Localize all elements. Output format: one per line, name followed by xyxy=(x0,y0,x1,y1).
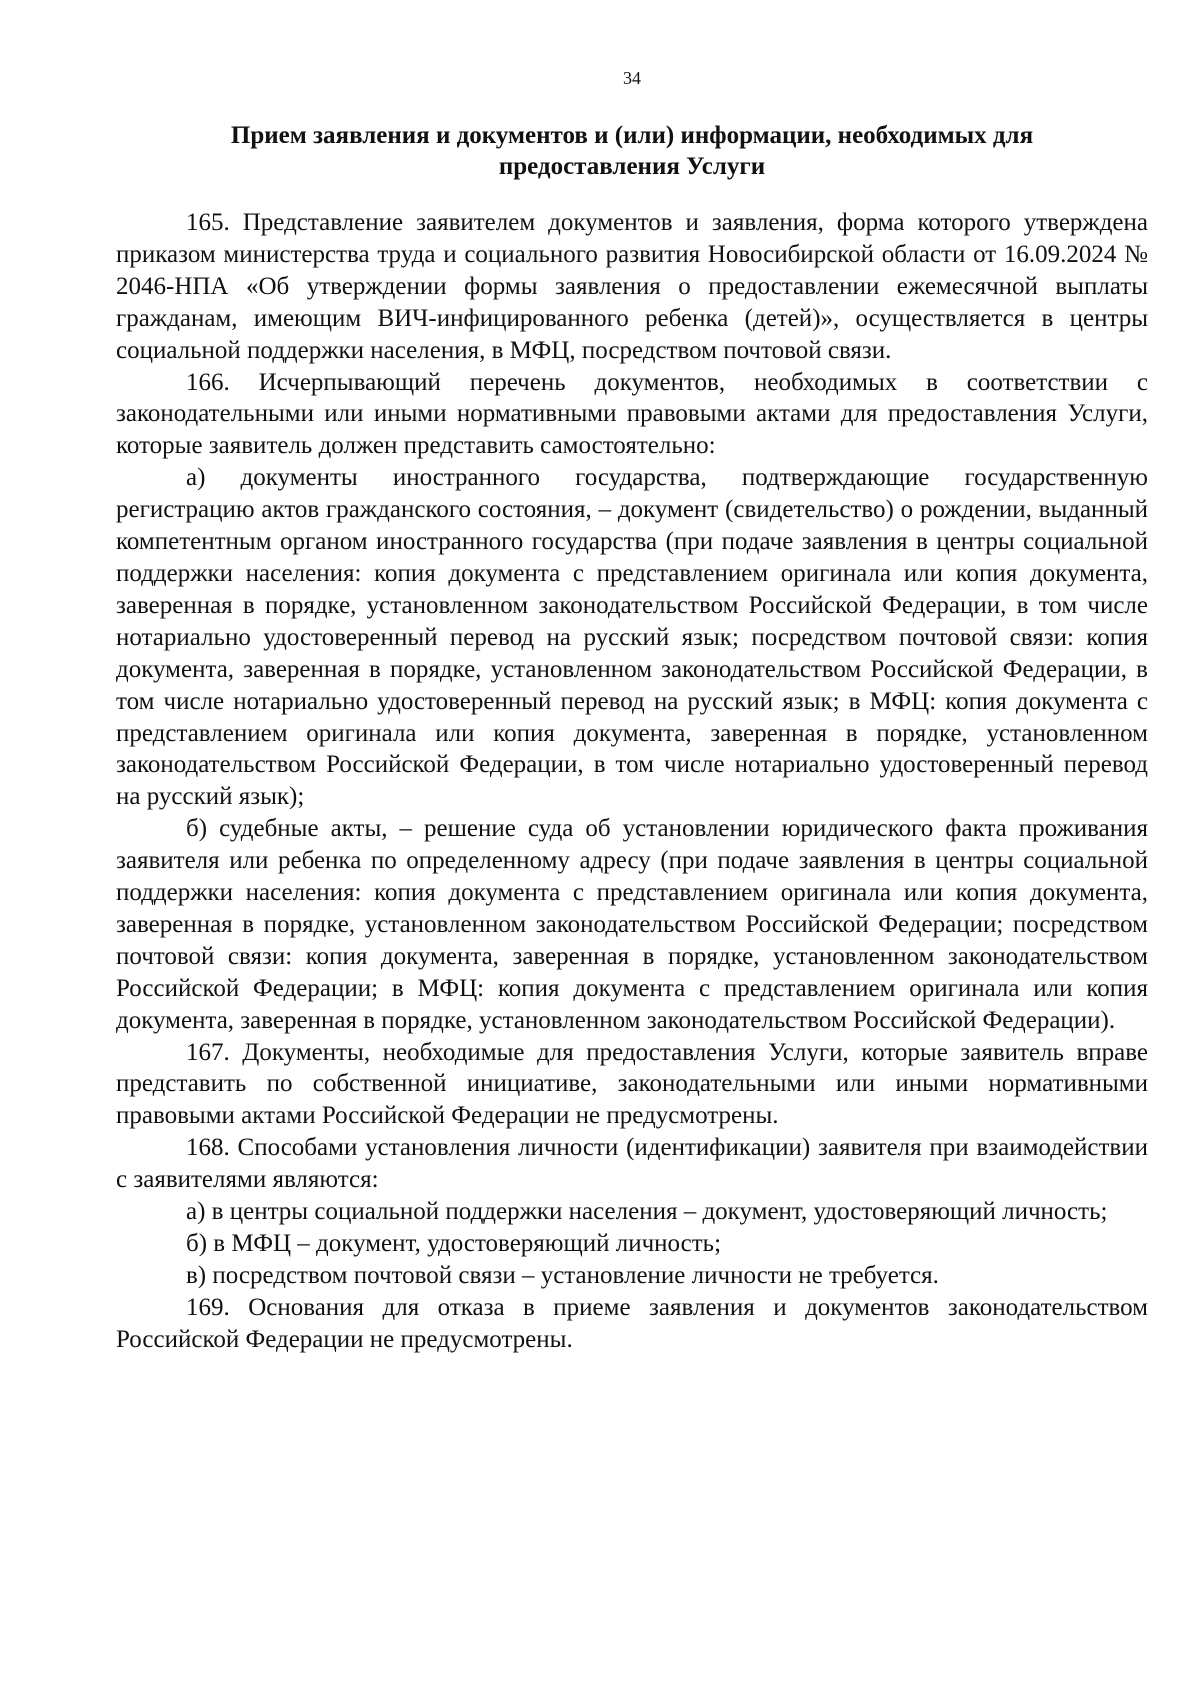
paragraph-166-item-a: а) документы иностранного государства, подтверждающие государственную регистрацию актов гражданского состояния, – документ (свидетельство) о рождении, выданный компетентным органом иностранного государства (при подаче заявления в центры социальной поддержки населения: копия документа с представлением оригинала или копия документа, заверенная в порядке, установленном законодательством Российской Федерации, в том числе нотариально удостоверенный перевод на русский язык; посредством почтовой связи: копия документа, заверенная в порядке, установленном законодательством Российской Федерации, в том числе нотариально удостоверенный перевод на русский язык; в МФЦ: копия документа с представлением оригинала или копия документа, заверенная в порядке, установленном законодательством Российской Федерации, в том числе нотариально удостоверенный перевод на русский язык); xyxy=(116,464,1148,811)
paragraph-165: 165. Представление заявителем документов и заявления, форма которого утверждена приказом министерства труда и социального развития Новосибирской области от 16.09.2024 № 2046-НПА «Об утверждении формы заявления о предоставлении ежемесячной выплаты гражданам, имеющим ВИЧ-инфицированного ребенка (детей)», осуществляется в центры социальной поддержки населения, в МФЦ, посредством почтовой связи. xyxy=(116,209,1148,364)
paragraph-166-item-b: б) судебные акты, – решение суда об установлении юридического факта проживания заявителя или ребенка по определенному адресу (при подаче заявления в центры социальной поддержки населения: копия документа с представлением оригинала или копия документа, заверенная в порядке, установленном законодательством Российской Федерации; посредством почтовой связи: копия документа, заверенная в порядке, установленном законодательством Российской Федерации; в МФЦ: копия документа с представлением оригинала или копия документа, заверенная в порядке, установленном законодательством Российской Федерации). xyxy=(116,815,1148,1034)
paragraph-168-item-b: б) в МФЦ – документ, удостоверяющий личность; xyxy=(186,1230,722,1257)
section-heading-line-1: Прием заявления и документов и (или) информации, необходимых для xyxy=(230,122,1034,149)
paragraph-168-item-c: в) посредством почтовой связи – установление личности не требуется. xyxy=(186,1261,939,1289)
paragraph-167: 167. Документы, необходимые для предоставления Услуги, которые заявитель вправе представить по собственной инициативе, законодательными или иными нормативными правовыми актами Российской Федерации не предусмотрены. xyxy=(116,1038,1148,1130)
section-heading xyxy=(116,120,1148,182)
section-heading-line-2: предоставления Услуги xyxy=(498,153,766,180)
paragraph-168-item-a: а) в центры социальной поддержки населения – документ, удостоверяющий личность; xyxy=(186,1198,1108,1226)
paragraph-169: 169. Основания для отказа в приеме заявления и документов законодательством Российской Федерации не предусмотрены. xyxy=(116,1293,1148,1353)
paragraph-168: 168. Способами установления личности (идентификации) заявителя при взаимодействии с заявителями являются: xyxy=(116,1134,1148,1194)
page-number: 34 xyxy=(623,68,641,88)
document-body xyxy=(116,207,1148,1356)
paragraph-166: 166. Исчерпывающий перечень документов, необходимых в соответствии с законодательными или иными нормативными правовыми актами для предоставления Услуги, которые заявитель должен представить самостоятельно: xyxy=(116,368,1148,460)
document-page xyxy=(116,0,1148,1697)
